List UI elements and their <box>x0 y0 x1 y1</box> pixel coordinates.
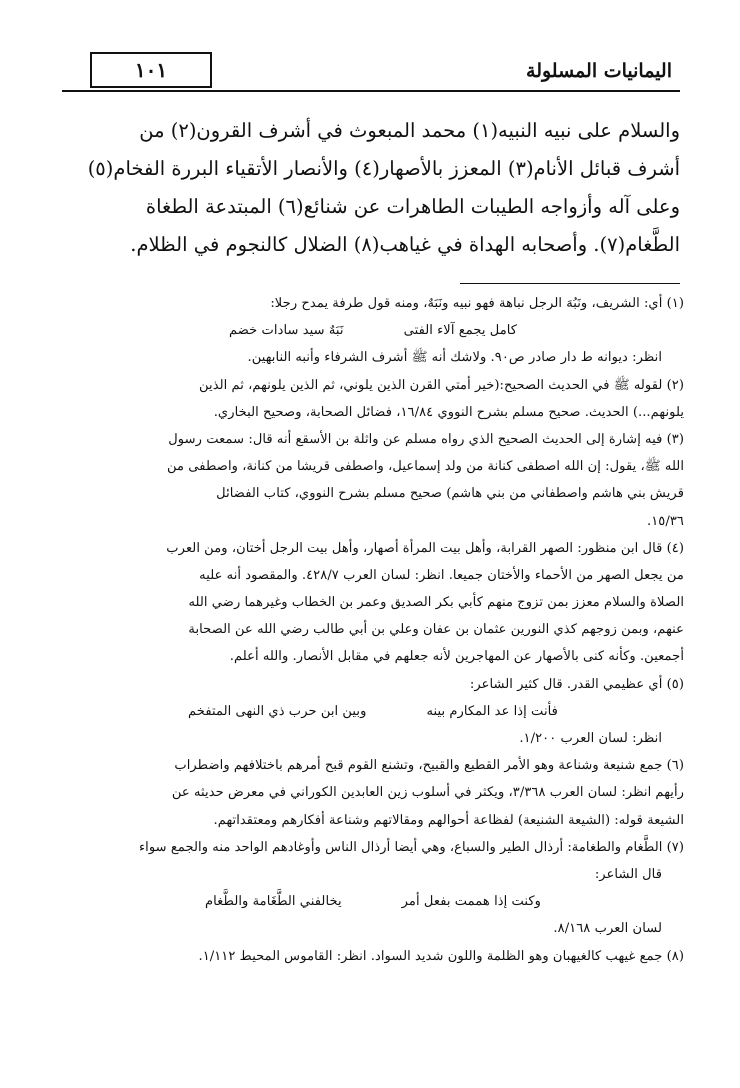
footnote-line: الصلاة والسلام معزز بمن تزوج منهم كأبي بكر الصديق وعمر بن الخطاب وغيرهما رضي الله <box>188 595 684 611</box>
footnotes <box>62 290 684 970</box>
verse-hemistich: كامل يجمع آلاء الفتى <box>403 323 518 339</box>
footnote-line: انظر: ديوانه ط دار صادر ص٩٠. ولاشك أنه ﷺ أشرف الشرفاء وأنبه النابهين. <box>247 350 662 366</box>
main-text <box>68 112 680 264</box>
main-text-line: الطَّغام(٧). وأصحابه الهداة في غياهب(٨) الضلال كالنجوم في الظلام. <box>130 233 680 256</box>
footnote-line: الشيعة قوله: (الشيعة الشنيعة) لفظاعة أحوالهم ومقالاتهم وشناعة أفكارهم ومعتقداتهم. <box>213 812 684 828</box>
footnote-line: يلونهم...) الحديث. صحيح مسلم بشرح النووي ١٦/٨٤، فضائل الصحابة، وصحيح البخاري. <box>213 404 684 420</box>
footnote-line: الله ﷺ، يقول: إن الله اصطفى كنانة من ولد إسماعيل، واصطفى قريشا من كنانة، واصطفى من <box>167 459 684 475</box>
verse <box>62 698 684 725</box>
header-rule <box>62 90 680 92</box>
footnote-line: أجمعين. وكأنه كنى بالأصهار عن المهاجرين لأنه جعلهم في مقابل الأنصار. والله أعلم. <box>229 649 684 665</box>
verse <box>62 317 684 344</box>
footnote-line: من يجعل الصهر من الأحماء والأختان جميعا. انظر: لسان العرب ٤٢٨/٧. والمقصود أنه عليه <box>199 567 684 583</box>
footnote-line: قريش بني هاشم واصطفاني من بني هاشم) صحيح مسلم بشرح النووي، كتاب الفضائل <box>216 486 684 502</box>
page-header <box>62 52 680 92</box>
running-title: اليمانيات المسلولة <box>526 60 672 82</box>
main-text-line: أشرف قبائل الأنام(٣) المعزز بالأصهار(٤) والأنصار الأتقياء البررة الفخام(٥) <box>87 157 680 180</box>
footnote-line: عنهم، وبمن زوجهم كذي النورين عثمان بن عفان وعلي بن أبي طالب رضي الله عن الصحابة <box>188 622 684 638</box>
main-text-line: والسلام على نبيه النبيه(١) محمد المبعوث في أشرف القرون(٢) من <box>139 119 680 142</box>
footnote-line: (٣) فيه إشارة إلى الحديث الصحيح الذي رواه مسلم عن واثلة بن الأسقع أنه قال: سمعت رسول <box>168 431 684 447</box>
footnote-line: (١) أي: الشريف، ونَبُهَ الرجل نباهة فهو نبيه ونَبَهٌ، ومنه قول طرفة يمدح رجلا: <box>270 296 684 311</box>
verse-hemistich: يخالفني الطَّغَامة والطَّغام <box>204 894 342 910</box>
verse-hemistich: وبين ابن حرب ذي النهى المتفخم <box>188 703 367 719</box>
footnote-line: (٤) قال ابن منظور: الصهر القرابة، وأهل بيت المرأة أصهار، وأهل بيت الرجل أختان، ومن العرب <box>166 540 684 556</box>
footnote-line: (٧) الطَّغام والطغامة: أرذال الطير والسباع، وهي أيضا أرذال الناس وأوغادهم الواحد منه والجمع سواء <box>138 839 684 855</box>
main-text-line: وعلى آله وأزواجه الطيبات الطاهرات عن شنائع(٦) المبتدعة الطغاة <box>145 195 680 218</box>
verse-hemistich: فأنت إذا عد المكارم بينه <box>426 703 558 719</box>
footnote-line: (٨) جمع غيهب كالغيهبان وهو الظلمة واللون شديد السواد. انظر: القاموس المحيط ١/١١٢. <box>198 948 684 964</box>
verse <box>62 888 684 915</box>
footnote-line: قال الشاعر: <box>594 866 662 882</box>
footnote-separator <box>460 283 680 284</box>
footnote-line: (٦) جمع شنيعة وشناعة وهو الأمر القطيع والقبيح، وتشنع القوم قبح أمرهم باختلافهم واضطراب <box>174 758 684 774</box>
footnote-line: انظر: لسان العرب ١/٢٠٠. <box>519 731 662 746</box>
verse-hemistich: نَبَهٌ سيد سادات خضم <box>228 323 344 339</box>
footnote-line: رأيهم انظر: لسان العرب ٣/٣٦٨، ويكثر في أسلوب زين العابدين الكوراني في معرض حديثه عن <box>171 785 684 801</box>
footnote-line: (٥) أي عظيمي القدر. قال كثير الشاعر: <box>469 676 684 692</box>
page-number: ١٠١ <box>90 52 212 88</box>
footnote-line: ١٥/٣٦. <box>647 513 684 529</box>
verse-hemistich: وكنت إذا هممت بفعل أمر <box>401 894 542 910</box>
footnote-line: (٢) لقوله ﷺ في الحديث الصحيح:(خير أمتي القرن الذين يلوني، ثم الذين يلونهم، ثم الذين <box>199 377 684 393</box>
footnote-line: لسان العرب ٨/١٦٨. <box>553 921 662 937</box>
